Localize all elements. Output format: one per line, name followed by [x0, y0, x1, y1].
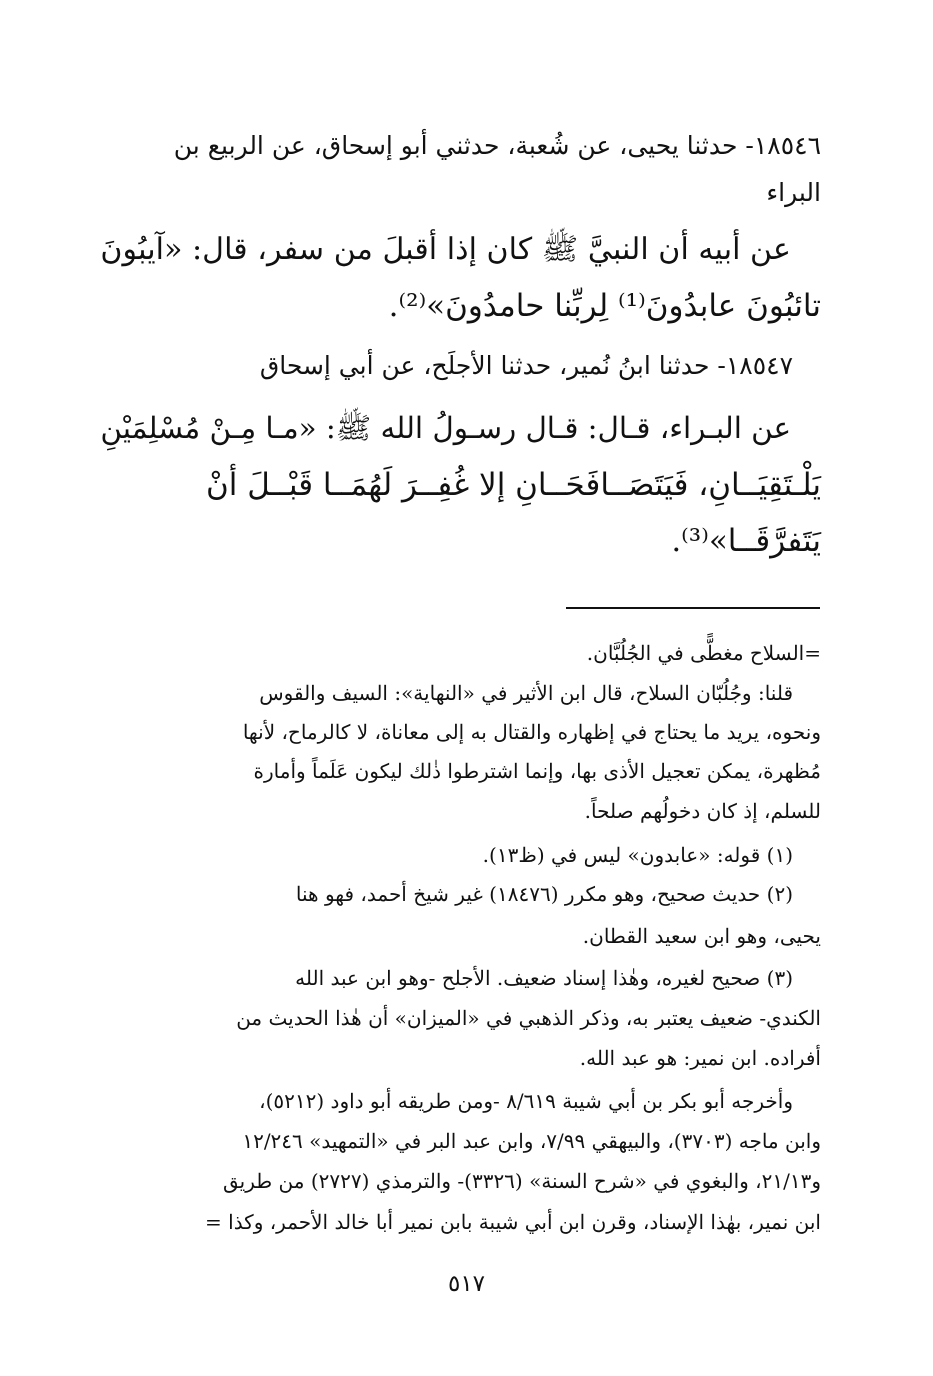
footnote-2-line2: يحيى، وهو ابن سعيد القطان.: [582, 924, 821, 948]
hadith-18547-matn-line3: يَتَفرَّقَــا»⁽³⁾.: [671, 523, 821, 559]
footnote-3b-line2: وابن ماجه (٣٧٠٣)، والبيهقي ٧/٩٩، وابن عبد البر في «التمهيد» ١٢/٢٤٦: [242, 1129, 821, 1153]
footnote-2-line1: (٢) حديث صحيح، وهو مكرر (١٨٤٧٦) غير شيخ أحمد، فهو هنا: [295, 882, 793, 906]
footnote-3-line1: (٣) صحيح لغيره، وهٰذا إسناد ضعيف. الأجلح -وهو ابن عبد الله: [295, 966, 793, 990]
footnote-3b-line1: وأخرجه أبو بكر بن أبي شيبة ٨/٦١٩ -ومن طريقه أبو داود (٥٢١٢)،: [259, 1089, 793, 1113]
hadith-18547-matn-line1: عن البـراء، قـال: قـال رسـولُ الله ﷺ: «مـا مِـنْ مُسْلِمَيْنِ: [100, 411, 791, 445]
hadith-18547-matn-line2: يَلْـتَقِيَــانِ، فَيَتَصَــافَحَــانِ إلا غُفِــرَ لَهُمَــا قَبْــلَ أنْ: [205, 467, 821, 503]
hadith-18546-chain-line2: البراء: [766, 178, 821, 207]
page-number: ٥١٧: [447, 1271, 486, 1297]
footnote-1: (١) قوله: «عابدون» ليس في (ظ١٣).: [482, 843, 793, 867]
footnote-qulna-line3: مُظهرة، يمكن تعجيل الأذى بها، وإنما اشترطوا ذٰلك ليكون عَلَماً وأمارة: [253, 759, 821, 783]
footnote-continuation-line1: =السلاح مغطًّى في الجُلُبَّان.: [586, 641, 821, 665]
hadith-18546-chain-line1: ١٨٥٤٦- حدثنا يحيى، عن شُعبة، حدثني أبو إسحاق، عن الربيع بن: [173, 131, 821, 160]
footnote-qulna-line4: للسلم، إذ كان دخولُهم صلحاً.: [584, 799, 821, 823]
hadith-18546-matn-line2: تائبُونَ عابدُونَ⁽¹⁾ لِربِّنا حامدُونَ»⁽²⁾.: [388, 288, 821, 324]
footnote-3b-line3: و٢١/١٣، والبغوي في «شرح السنة» (٣٣٢٦)- والترمذي (٢٧٢٧) من طريق: [223, 1169, 821, 1193]
footnote-qulna-line1: قلنا: وجُلُبّان السلاح، قال ابن الأثير في «النهاية»: السيف والقوس: [259, 681, 793, 705]
footnote-3-line2: الكندي- ضعيف يعتبر به، وذكر الذهبي في «الميزان» أن هٰذا الحديث من: [236, 1006, 821, 1030]
footnote-3b-line4: ابن نمير، بهٰذا الإسناد، وقرن ابن أبي شيبة بابن نمير أبا خالد الأحمر، وكذا =: [205, 1210, 821, 1234]
footnote-qulna-line2: ونحوه، يريد ما يحتاج في إظهاره والقتال به إلى معاناة، لا كالرماح، لأنها: [242, 720, 821, 744]
footnote-3-line3: أفراده. ابن نمير: هو عبد الله.: [579, 1046, 821, 1070]
hadith-18546-matn-line1: عن أبيه أن النبيَّ ﷺ كان إذا أقبلَ من سفر، قال: «آيبُونَ: [100, 232, 791, 267]
hadith-18547-chain-line1: ١٨٥٤٧- حدثنا ابنُ نُمير، حدثنا الأجلَح، عن أبي إسحاق: [259, 351, 793, 380]
footnote-divider: [566, 607, 820, 609]
